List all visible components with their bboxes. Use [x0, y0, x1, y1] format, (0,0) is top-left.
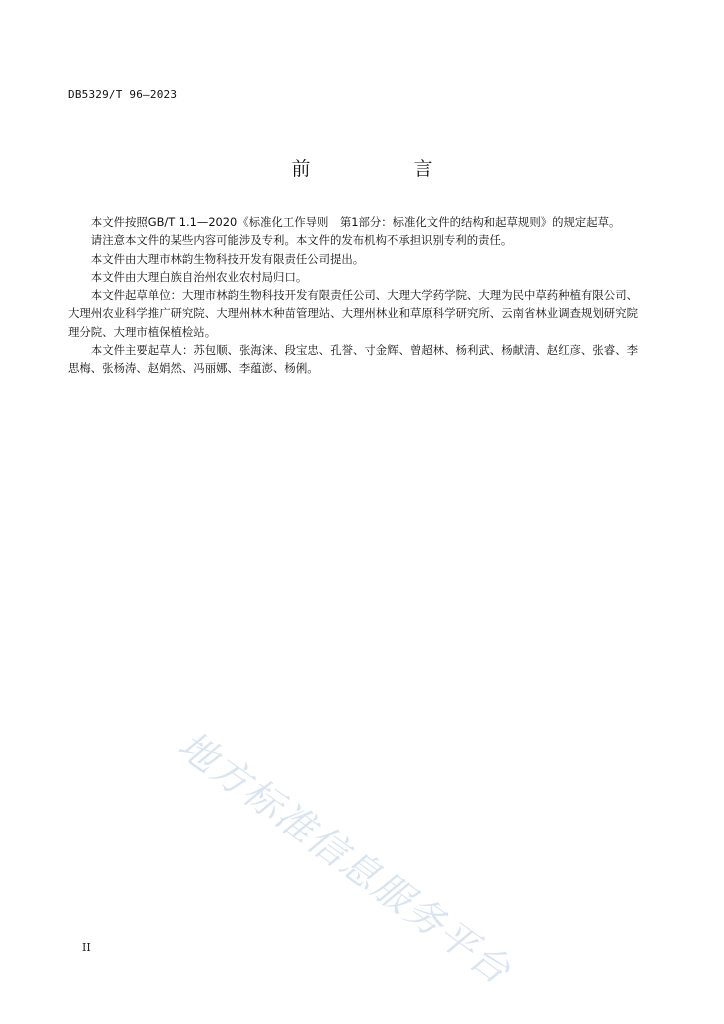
page-number: II [82, 941, 91, 954]
paragraph-drafters: 本文件主要起草人：苏包顺、张海涞、段宝忠、孔誉、寸金辉、曾超林、杨利武、杨献清、赵红彦、张睿、李思梅、张杨涛、赵娟然、冯丽娜、李蕴澎、杨俐。 [68, 343, 638, 376]
paragraph-drafting-rules: 本文件按照GB/T 1.1—2020《标准化工作导则 第1部分：标准化文件的结构和起草规则》的规定起草。 [90, 215, 621, 229]
section-title: 前 言 [291, 158, 475, 180]
paragraph-drafting-units: 本文件起草单位：大理市林韵生物科技开发有限责任公司、大理大学药学院、大理为民中草药种植有限公司、大理州农业科学推广研究院、大理州林木种苗管理站、大理州林业和草原科学研究所、云南省林业调查规划研究院理分院、大理市植保植检站。 [68, 288, 638, 339]
paragraph-patent-notice: 请注意本文件的某些内容可能涉及专利。本文件的发布机构不承担识别专利的责任。 [90, 233, 513, 248]
paragraph-proposer: 本文件由大理市林韵生物科技开发有限责任公司提出。 [90, 251, 365, 266]
standard-code: DB5329/T 96—2023 [68, 88, 178, 101]
document-body [68, 213, 638, 378]
paragraph-centralized-by: 本文件由大理白族自治州农业农村局归口。 [90, 269, 308, 284]
watermark: 地方标准信息服务平台 [170, 722, 520, 994]
